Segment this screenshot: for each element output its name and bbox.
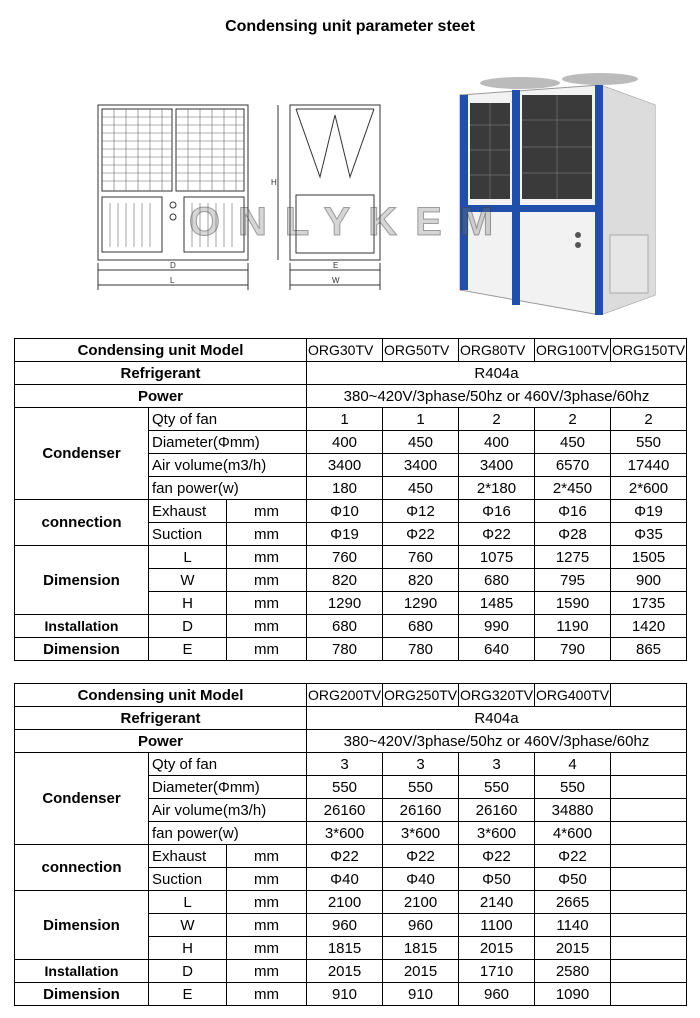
value-cell: 820 bbox=[383, 569, 459, 592]
drawing-label-h: H bbox=[271, 178, 277, 187]
value-cell: Φ12 bbox=[383, 500, 459, 523]
value-cell bbox=[611, 983, 687, 1006]
value-cell: 3*600 bbox=[307, 822, 383, 845]
table-row bbox=[15, 707, 687, 730]
spec-table-2 bbox=[14, 683, 687, 1006]
value-cell: 900 bbox=[611, 569, 687, 592]
model-cell: ORG150TV bbox=[611, 339, 687, 362]
row-label: E bbox=[149, 983, 227, 1006]
unit-cell: mm bbox=[227, 983, 307, 1006]
model-cell: ORG80TV bbox=[459, 339, 535, 362]
value-cell: 960 bbox=[383, 914, 459, 937]
model-cell: ORG400TV bbox=[535, 684, 611, 707]
value-cell: 790 bbox=[535, 638, 611, 661]
value-cell: 26160 bbox=[383, 799, 459, 822]
value-cell: Φ10 bbox=[307, 500, 383, 523]
value-cell: 2580 bbox=[535, 960, 611, 983]
table-row bbox=[15, 385, 687, 408]
installation-label: Installation bbox=[15, 960, 149, 983]
value-cell: 1090 bbox=[535, 983, 611, 1006]
value-cell: 1 bbox=[307, 408, 383, 431]
value-cell: Φ22 bbox=[383, 845, 459, 868]
value-cell bbox=[611, 776, 687, 799]
unit-cell: mm bbox=[227, 638, 307, 661]
value-cell: 1710 bbox=[459, 960, 535, 983]
value-cell: 17440 bbox=[611, 454, 687, 477]
value-cell: 780 bbox=[307, 638, 383, 661]
table-row bbox=[15, 339, 687, 362]
value-cell: 34880 bbox=[535, 799, 611, 822]
value-cell: 960 bbox=[459, 983, 535, 1006]
condenser-label: Condenser bbox=[15, 753, 149, 845]
value-cell bbox=[611, 868, 687, 891]
value-cell: 2015 bbox=[383, 960, 459, 983]
value-cell: 1590 bbox=[535, 592, 611, 615]
refrigerant-label: Refrigerant bbox=[15, 707, 307, 730]
table-row bbox=[15, 684, 687, 707]
technical-drawing bbox=[90, 85, 435, 300]
value-cell: 1505 bbox=[611, 546, 687, 569]
model-cell: ORG250TV bbox=[383, 684, 459, 707]
row-label: Qty of fan bbox=[149, 753, 307, 776]
unit-cell: mm bbox=[227, 615, 307, 638]
power-label: Power bbox=[15, 385, 307, 408]
table-row bbox=[15, 753, 687, 776]
value-cell: 1420 bbox=[611, 615, 687, 638]
value-cell: Φ35 bbox=[611, 523, 687, 546]
value-cell: 3 bbox=[307, 753, 383, 776]
refrigerant-value: R404a bbox=[307, 362, 687, 385]
value-cell: 990 bbox=[459, 615, 535, 638]
value-cell: 640 bbox=[459, 638, 535, 661]
row-label: W bbox=[149, 569, 227, 592]
unit-cell: mm bbox=[227, 891, 307, 914]
row-label: W bbox=[149, 914, 227, 937]
value-cell: 3 bbox=[459, 753, 535, 776]
value-cell bbox=[611, 799, 687, 822]
value-cell: Φ19 bbox=[307, 523, 383, 546]
unit-cell: mm bbox=[227, 523, 307, 546]
table-row bbox=[15, 891, 687, 914]
row-label: Air volume(m3/h) bbox=[149, 454, 307, 477]
drawing-label-w: W bbox=[332, 276, 340, 285]
value-cell: Φ22 bbox=[307, 845, 383, 868]
row-label: Diameter(Φmm) bbox=[149, 776, 307, 799]
value-cell: 865 bbox=[611, 638, 687, 661]
value-cell: 910 bbox=[383, 983, 459, 1006]
value-cell: 400 bbox=[459, 431, 535, 454]
value-cell: 3*600 bbox=[383, 822, 459, 845]
installation-label: Installation bbox=[15, 615, 149, 638]
value-cell: Φ22 bbox=[459, 845, 535, 868]
value-cell: 2100 bbox=[383, 891, 459, 914]
row-label: H bbox=[149, 592, 227, 615]
value-cell: 2015 bbox=[307, 960, 383, 983]
value-cell: 1815 bbox=[383, 937, 459, 960]
value-cell: 1735 bbox=[611, 592, 687, 615]
value-cell: 820 bbox=[307, 569, 383, 592]
value-cell: 780 bbox=[383, 638, 459, 661]
value-cell bbox=[611, 960, 687, 983]
row-label: Exhaust bbox=[149, 500, 227, 523]
table-row bbox=[15, 983, 687, 1006]
model-cell: ORG100TV bbox=[535, 339, 611, 362]
value-cell: Φ28 bbox=[535, 523, 611, 546]
value-cell: 1140 bbox=[535, 914, 611, 937]
unit-cell: mm bbox=[227, 937, 307, 960]
value-cell: 2015 bbox=[535, 937, 611, 960]
unit-cell: mm bbox=[227, 960, 307, 983]
value-cell: Φ16 bbox=[535, 500, 611, 523]
value-cell: Φ19 bbox=[611, 500, 687, 523]
value-cell: 450 bbox=[535, 431, 611, 454]
row-label: L bbox=[149, 891, 227, 914]
value-cell bbox=[611, 914, 687, 937]
unit-cell: mm bbox=[227, 845, 307, 868]
value-cell: 1815 bbox=[307, 937, 383, 960]
value-cell: 680 bbox=[459, 569, 535, 592]
power-value: 380~420V/3phase/50hz or 460V/3phase/60hz bbox=[307, 730, 687, 753]
value-cell: 1075 bbox=[459, 546, 535, 569]
model-cell: ORG30TV bbox=[307, 339, 383, 362]
value-cell: Φ50 bbox=[459, 868, 535, 891]
row-label: H bbox=[149, 937, 227, 960]
table-row bbox=[15, 362, 687, 385]
value-cell bbox=[611, 845, 687, 868]
value-cell: 910 bbox=[307, 983, 383, 1006]
value-cell: 2*600 bbox=[611, 477, 687, 500]
row-label: D bbox=[149, 615, 227, 638]
table-row bbox=[15, 638, 687, 661]
value-cell: 3400 bbox=[307, 454, 383, 477]
value-cell: 2665 bbox=[535, 891, 611, 914]
value-cell: Φ22 bbox=[383, 523, 459, 546]
value-cell bbox=[611, 822, 687, 845]
row-label: L bbox=[149, 546, 227, 569]
drawing-label-d: D bbox=[170, 261, 176, 270]
value-cell: 2100 bbox=[307, 891, 383, 914]
row-label: E bbox=[149, 638, 227, 661]
model-cell: ORG320TV bbox=[459, 684, 535, 707]
value-cell bbox=[611, 753, 687, 776]
value-cell: 550 bbox=[459, 776, 535, 799]
value-cell: Φ40 bbox=[307, 868, 383, 891]
row-label: fan power(w) bbox=[149, 477, 307, 500]
value-cell: 26160 bbox=[459, 799, 535, 822]
model-cell: ORG200TV bbox=[307, 684, 383, 707]
value-cell: 760 bbox=[383, 546, 459, 569]
drawing-label-l: L bbox=[170, 276, 175, 285]
unit-cell: mm bbox=[227, 546, 307, 569]
value-cell bbox=[611, 891, 687, 914]
value-cell: 1485 bbox=[459, 592, 535, 615]
value-cell: 550 bbox=[611, 431, 687, 454]
condensing-unit-photo bbox=[450, 65, 665, 315]
value-cell: 26160 bbox=[307, 799, 383, 822]
unit-cell: mm bbox=[227, 500, 307, 523]
value-cell: 1290 bbox=[307, 592, 383, 615]
value-cell: 3*600 bbox=[459, 822, 535, 845]
row-label: D bbox=[149, 960, 227, 983]
value-cell: 4 bbox=[535, 753, 611, 776]
value-cell: 1275 bbox=[535, 546, 611, 569]
value-cell: Φ16 bbox=[459, 500, 535, 523]
value-cell: 400 bbox=[307, 431, 383, 454]
value-cell: 550 bbox=[383, 776, 459, 799]
refrigerant-value: R404a bbox=[307, 707, 687, 730]
connection-label: connection bbox=[15, 500, 149, 546]
value-cell: Φ22 bbox=[459, 523, 535, 546]
table-row bbox=[15, 408, 687, 431]
row-label: Suction bbox=[149, 523, 227, 546]
installation-dimension-label: Dimension bbox=[15, 638, 149, 661]
table-row bbox=[15, 615, 687, 638]
value-cell: 1290 bbox=[383, 592, 459, 615]
value-cell: 450 bbox=[383, 477, 459, 500]
row-label: Exhaust bbox=[149, 845, 227, 868]
value-cell: 2*450 bbox=[535, 477, 611, 500]
value-cell bbox=[611, 937, 687, 960]
installation-dimension-label: Dimension bbox=[15, 983, 149, 1006]
table-row bbox=[15, 845, 687, 868]
dimension-label: Dimension bbox=[15, 546, 149, 615]
value-cell: 550 bbox=[307, 776, 383, 799]
value-cell: 2 bbox=[535, 408, 611, 431]
model-header: Condensing unit Model bbox=[15, 339, 307, 362]
value-cell: 3 bbox=[383, 753, 459, 776]
row-label: Qty of fan bbox=[149, 408, 307, 431]
value-cell: 680 bbox=[307, 615, 383, 638]
watermark: ONLYKEM bbox=[188, 200, 512, 244]
unit-cell: mm bbox=[227, 569, 307, 592]
unit-cell: mm bbox=[227, 868, 307, 891]
unit-cell: mm bbox=[227, 914, 307, 937]
value-cell: 180 bbox=[307, 477, 383, 500]
row-label: fan power(w) bbox=[149, 822, 307, 845]
power-label: Power bbox=[15, 730, 307, 753]
condenser-label: Condenser bbox=[15, 408, 149, 500]
value-cell: 760 bbox=[307, 546, 383, 569]
power-value: 380~420V/3phase/50hz or 460V/3phase/60hz bbox=[307, 385, 687, 408]
table-row bbox=[15, 730, 687, 753]
row-label: Air volume(m3/h) bbox=[149, 799, 307, 822]
value-cell: 960 bbox=[307, 914, 383, 937]
row-label: Suction bbox=[149, 868, 227, 891]
spec-table-1 bbox=[14, 338, 687, 661]
value-cell: 1 bbox=[383, 408, 459, 431]
value-cell: 2*180 bbox=[459, 477, 535, 500]
row-label: Diameter(Φmm) bbox=[149, 431, 307, 454]
refrigerant-label: Refrigerant bbox=[15, 362, 307, 385]
drawing-label-e: E bbox=[333, 261, 339, 270]
value-cell: 550 bbox=[535, 776, 611, 799]
value-cell: 795 bbox=[535, 569, 611, 592]
connection-label: connection bbox=[15, 845, 149, 891]
value-cell: 1190 bbox=[535, 615, 611, 638]
value-cell: 3400 bbox=[459, 454, 535, 477]
dimension-label: Dimension bbox=[15, 891, 149, 960]
model-header: Condensing unit Model bbox=[15, 684, 307, 707]
value-cell: Φ40 bbox=[383, 868, 459, 891]
model-cell bbox=[611, 684, 687, 707]
value-cell: 2015 bbox=[459, 937, 535, 960]
value-cell: 450 bbox=[383, 431, 459, 454]
value-cell: 2 bbox=[611, 408, 687, 431]
value-cell: 1100 bbox=[459, 914, 535, 937]
unit-cell: mm bbox=[227, 592, 307, 615]
value-cell: 2140 bbox=[459, 891, 535, 914]
value-cell: 2 bbox=[459, 408, 535, 431]
table-row bbox=[15, 960, 687, 983]
value-cell: 680 bbox=[383, 615, 459, 638]
value-cell: Φ50 bbox=[535, 868, 611, 891]
value-cell: 4*600 bbox=[535, 822, 611, 845]
value-cell: Φ22 bbox=[535, 845, 611, 868]
page-title: Condensing unit parameter steet bbox=[225, 18, 475, 35]
table-row bbox=[15, 500, 687, 523]
table-row bbox=[15, 546, 687, 569]
value-cell: 6570 bbox=[535, 454, 611, 477]
model-cell: ORG50TV bbox=[383, 339, 459, 362]
value-cell: 3400 bbox=[383, 454, 459, 477]
